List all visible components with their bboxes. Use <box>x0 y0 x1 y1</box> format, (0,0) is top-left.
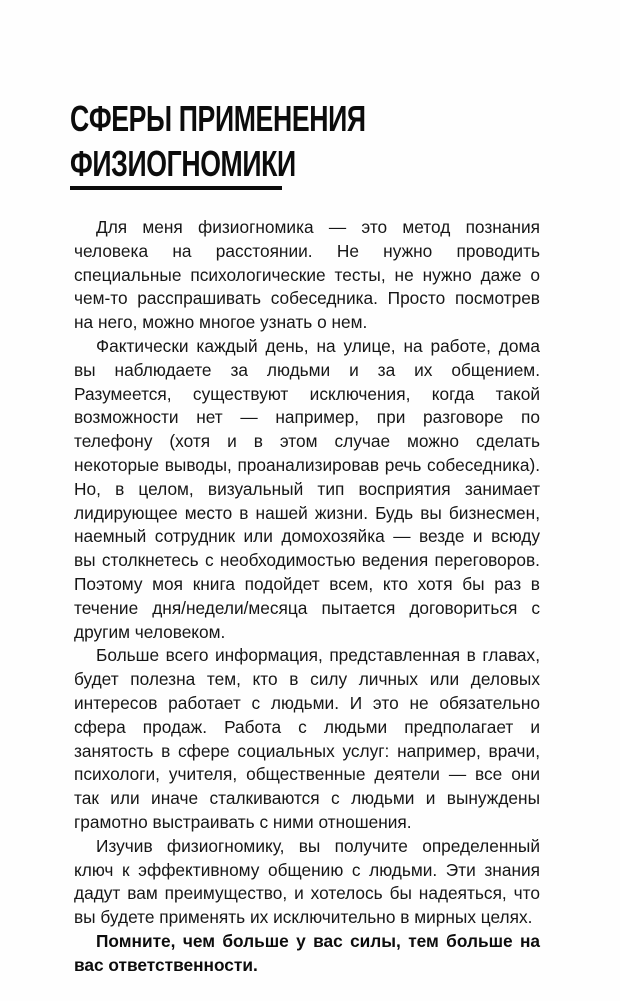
paragraph: Фактически каждый день, на улице, на работе, дома вы наблюдаете за людьми и за их общением. Разумеется, существуют исключения, когда такой возможности нет — например, при разговоре по телефону (хотя и в этом случае можно сделать некоторые выводы, проанализировав речь собеседника). Но, в целом, визуальный тип восприятия занимает лидирующее место в нашей жизни. Будь вы бизнесмен, наемный сотрудник или домохозяйка — везде и всюду вы столкнетесь с необходимостью ведения переговоров. Поэтому моя книга подойдет всем, кто хотя бы раз в течение дня/недели/месяца пытается договориться с другим человеком. <box>74 335 540 642</box>
paragraph: Изучив физиогномику, вы получите определенный ключ к эффективному общению с людьми. Эти знания дадут вам преимущество, и хотелось бы надеяться, что вы будете применять их исключительно в мирных целях. <box>74 835 540 928</box>
paragraph: Для меня физиогномика — это метод познания человека на расстоянии. Не нужно проводить специальные психологические тесты, не нужно даже о чем-то расспрашивать собеседника. Просто посмотрев на него, можно многое узнать о нем. <box>74 217 540 333</box>
title-underline <box>70 186 282 190</box>
chapter-title-line-1: СФЕРЫ ПРИМЕНЕНИЯ <box>70 98 366 139</box>
chapter-body <box>74 216 540 978</box>
paragraph: Больше всего информация, представленная в главах, будет полезна тем, кто в силу личных или деловых интересов работает с людьми. И это не обязательно сфера продаж. Работа с людьми предполагает и занятость в сфере социальных услуг: например, врачи, психологи, учителя, общественные деятели — все они так или иначе сталкиваются с людьми и вынуждены грамотно выстраивать с ними отношения. <box>74 645 540 832</box>
closing-statement: Помните, чем больше у вас силы, тем больше на вас ответственности. <box>74 930 540 975</box>
chapter-title-line-2: ФИЗИОГНОМИКИ <box>70 143 296 184</box>
chapter-title <box>70 96 370 186</box>
